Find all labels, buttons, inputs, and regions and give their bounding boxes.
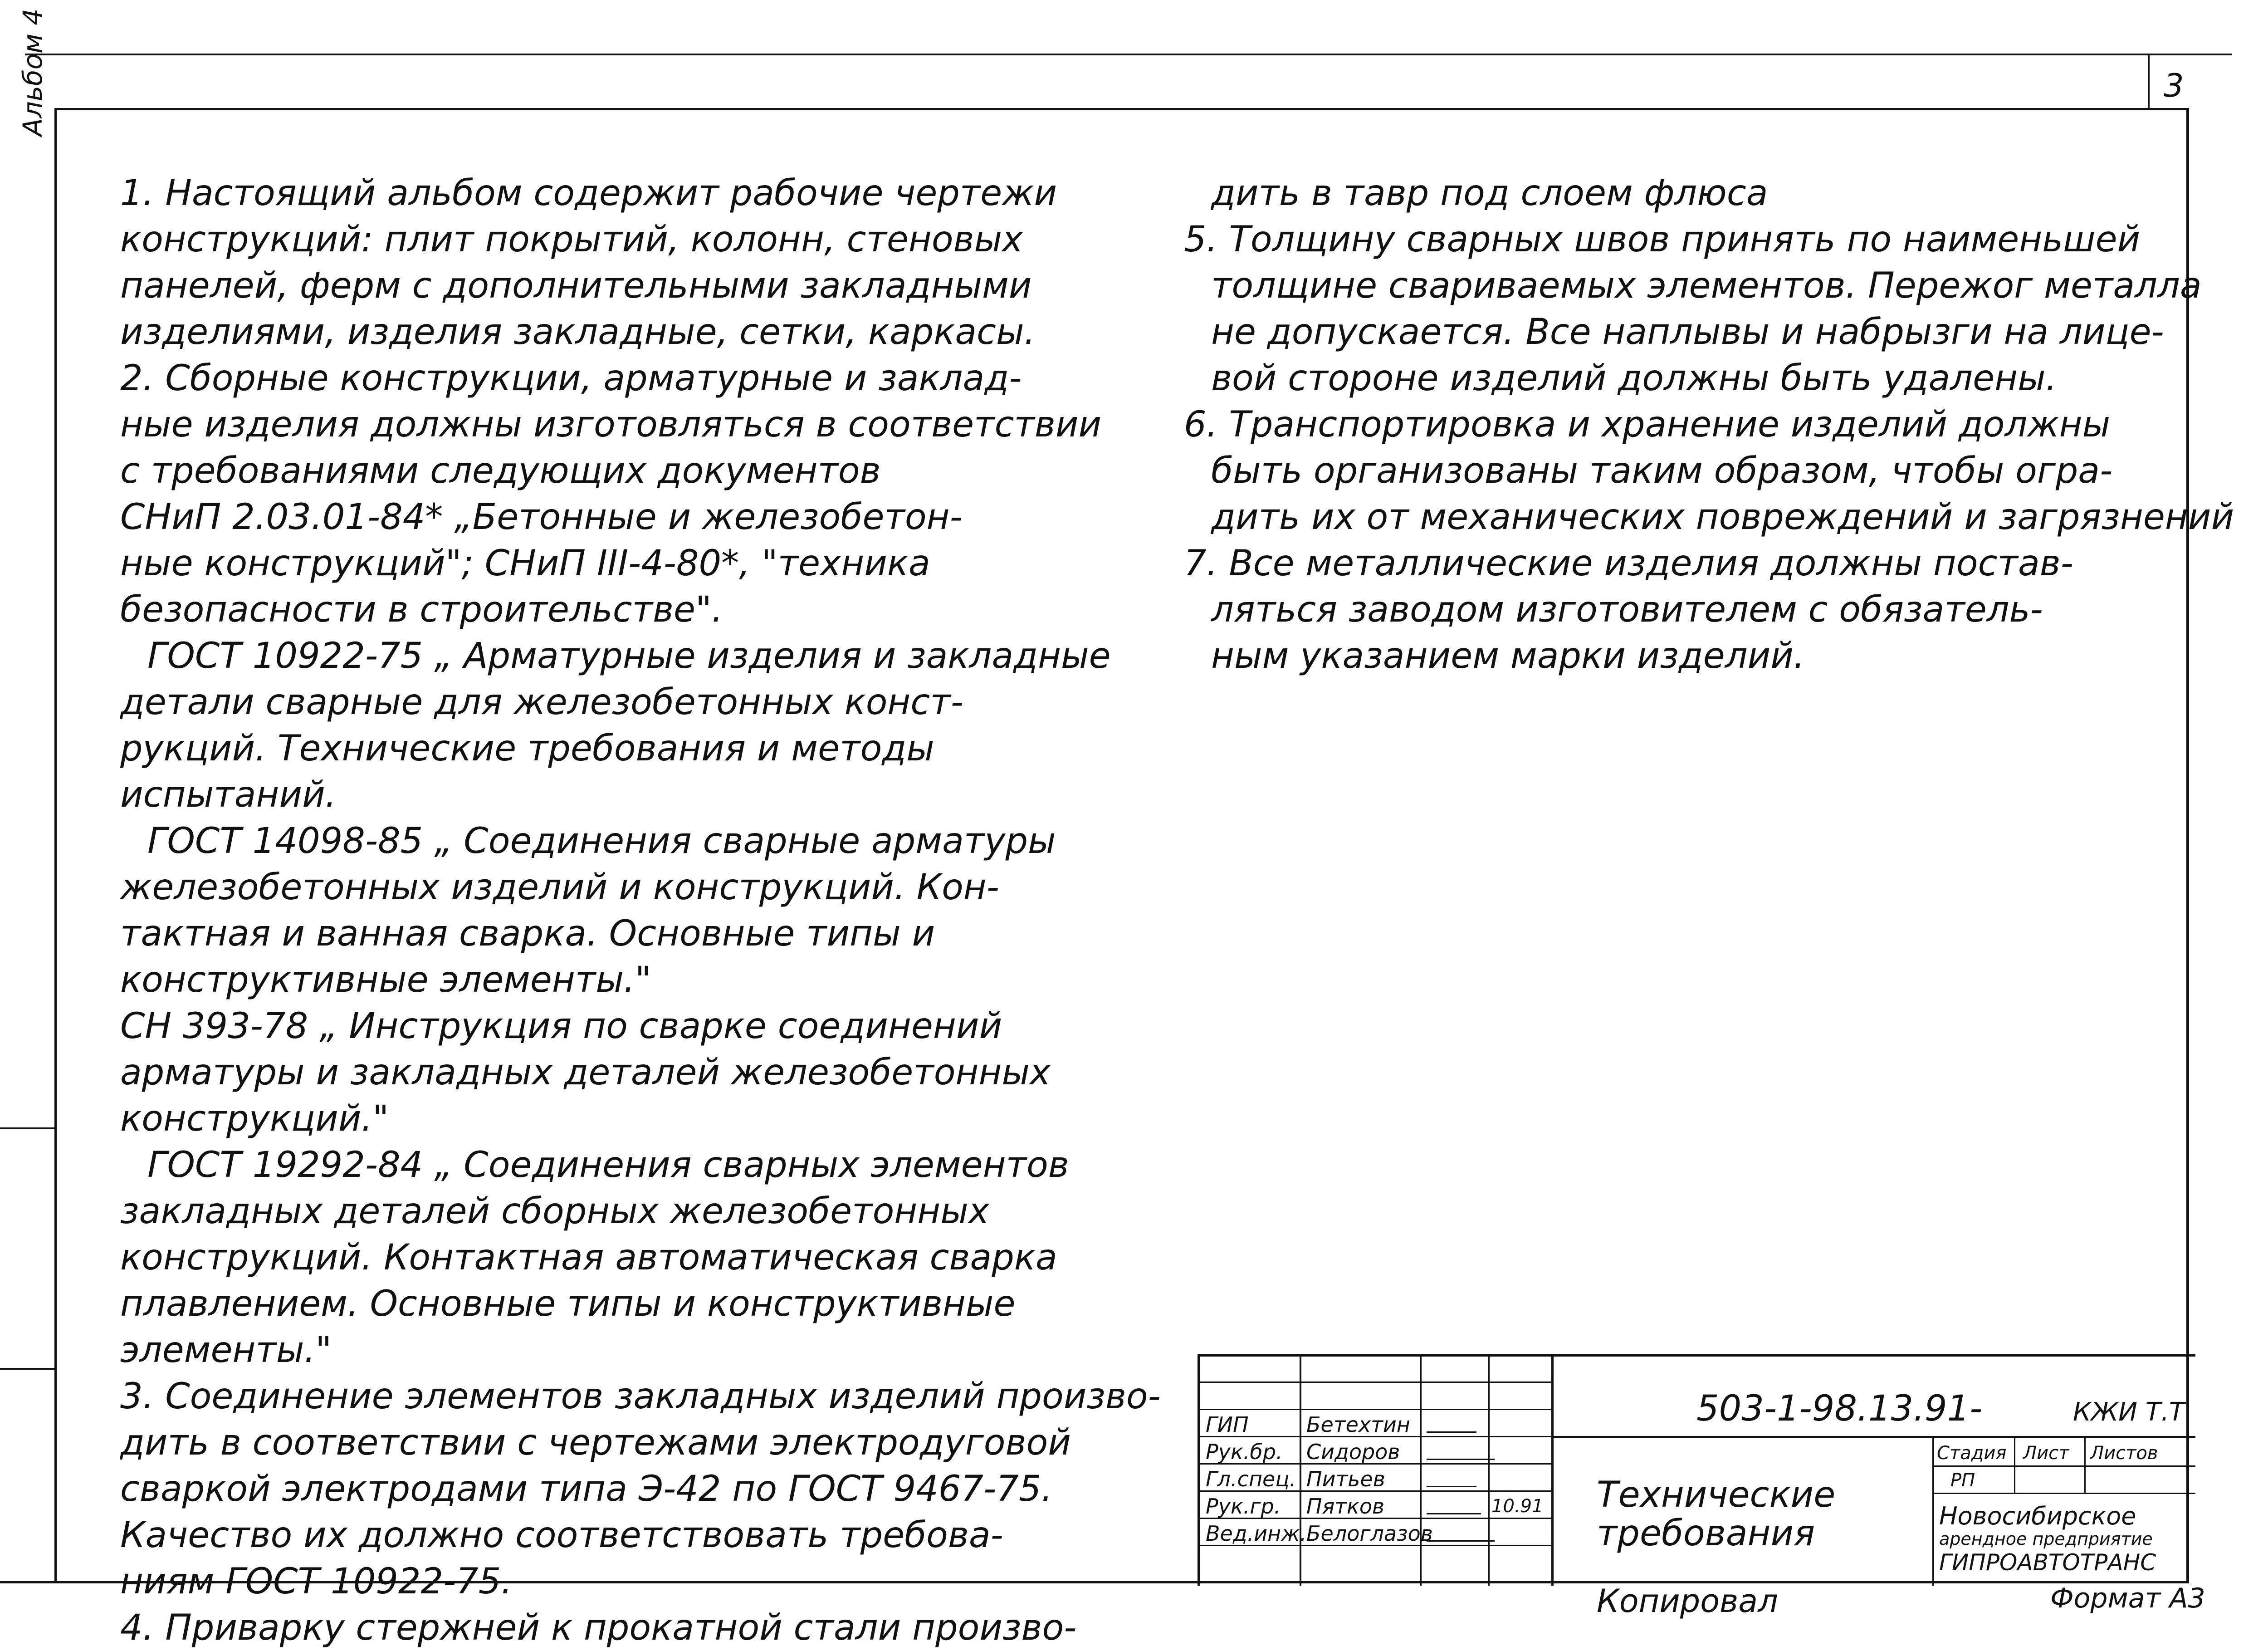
text-line: 2. Сборные конструкции, арматурные и заклад- [120, 358, 1022, 399]
sheet-number: 3 [2164, 67, 2184, 104]
text-line: быть организованы таким образом, чтобы огра- [1211, 451, 2113, 491]
sheet-title-line-2: требования [1597, 1513, 1815, 1554]
sheets-label: Листов [2090, 1443, 2158, 1464]
left-text-column [120, 170, 1161, 1651]
title-block-left-line [1198, 1354, 1200, 1586]
signature-mark [1427, 1509, 1481, 1514]
text-line: панелей, ферм с дополнительными закладными [120, 265, 1032, 306]
role-ruk-gr: Рук.гр. [1206, 1494, 1281, 1519]
signature-mark [1427, 1427, 1476, 1433]
text-line: ниям ГОСТ 10922-75. [120, 1561, 513, 1602]
stage-header-line [1932, 1465, 2195, 1467]
role-gl-spec: Гл.спец. [1206, 1467, 1296, 1491]
text-line: ные конструкций"; СНиП III-4-80*, "техника [120, 543, 930, 584]
title-block [1198, 1354, 2195, 1586]
copied-by-label: Копировал [1597, 1582, 1778, 1620]
role-gip: ГИП [1206, 1412, 1249, 1437]
frame-left-border [54, 108, 57, 1582]
text-line: конструкций: плит покрытий, колонн, стеновых [120, 219, 1023, 260]
organisation-line-1: Новосибирское [1939, 1502, 2136, 1530]
sheet-title-line-1: Технические [1597, 1475, 1836, 1515]
organisation-line-2: арендное предприятие [1939, 1529, 2153, 1549]
organisation-line-3: ГИПРОАВТОТРАНС [1939, 1549, 2156, 1576]
text-line: сваркой электродами типа Э-42 по ГОСТ 9467-75. [120, 1469, 1053, 1509]
text-line: дить их от механических повреждений и загрязнений [1211, 497, 2234, 538]
sheet-label: Лист [2023, 1443, 2069, 1464]
text-line: 6. Транспортировка и хранение изделий должны [1184, 404, 2111, 445]
text-line: изделиями, изделия закладные, сетки, каркасы. [120, 312, 1036, 353]
grid-vline [1488, 1354, 1490, 1586]
text-line: железобетонных изделий и конструкций. Кон- [120, 867, 999, 908]
name-ruk-gr: Пятков [1306, 1494, 1385, 1519]
text-line: тактная и ванная сварка. Основные типы и [120, 913, 935, 954]
book-code: КЖИ Т.Т [2073, 1397, 2185, 1427]
text-line: закладных деталей сборных железобетонных [120, 1191, 990, 1232]
name-gip: Бетехтин [1306, 1412, 1410, 1437]
frame-top-border [54, 108, 2189, 110]
text-line: испытаний. [120, 774, 337, 815]
sheet-number-box-left [2148, 54, 2150, 108]
stage-value-line [1932, 1493, 2195, 1494]
code-row-bottom-line [1551, 1436, 2195, 1438]
text-line: толщине свариваемых элементов. Пережог металла [1211, 265, 2202, 306]
role-ved-inzh: Вед.инж. [1206, 1521, 1307, 1546]
stage-split-1 [2014, 1436, 2015, 1493]
text-line: 1. Настоящий альбом содержит рабочие чертежи [120, 173, 1057, 214]
text-line: ные изделия должны изготовляться в соответствии [120, 404, 1102, 445]
grid-hline [1198, 1382, 1551, 1383]
name-ved-inzh: Белоглазов [1306, 1521, 1433, 1546]
text-line: 5. Толщину сварных швов принять по наименьшей [1184, 219, 2141, 260]
text-line: арматуры и закладных деталей железобетонных [120, 1052, 1051, 1093]
text-line: ГОСТ 10922-75 „ Арматурные изделия и закладные [147, 636, 1111, 676]
signature-date: 10.91 [1491, 1496, 1544, 1517]
grid-vline [1551, 1354, 1554, 1586]
text-line: конструктивные элементы." [120, 960, 651, 1000]
stage-value: РП [1950, 1470, 1975, 1491]
text-line: плавлением. Основные типы и конструктивные [120, 1284, 1016, 1324]
name-ruk-br: Сидоров [1306, 1440, 1400, 1464]
margin-tick-2 [0, 1368, 54, 1370]
text-line: детали сварные для железобетонных конст- [120, 682, 963, 723]
stage-label: Стадия [1937, 1443, 2007, 1464]
text-line: дить в соответствии с чертежами электродуговой [120, 1422, 1071, 1463]
signature-mark [1427, 1454, 1495, 1460]
stage-split-2 [2084, 1436, 2086, 1493]
text-line: 3. Соединение элементов закладных изделий произво- [120, 1376, 1161, 1417]
text-line: ГОСТ 14098-85 „ Соединения сварные арматуры [147, 821, 1056, 862]
text-line: конструкций. Контактная автоматическая сварка [120, 1237, 1057, 1278]
text-line: не допускается. Все наплывы и набрызги на лице- [1211, 312, 2164, 353]
album-label: Альбом 4 [17, 8, 48, 136]
text-line: с требованиями следующих документов [120, 451, 881, 491]
document-code: 503-1-98.13.91- [1696, 1388, 1983, 1429]
name-gl-spec: Питьев [1306, 1467, 1385, 1491]
grid-vline [1300, 1354, 1301, 1586]
grid-vline [1420, 1354, 1422, 1586]
role-ruk-br: Рук.бр. [1206, 1440, 1283, 1464]
right-text-column [1184, 170, 2234, 679]
text-line: СН 393-78 „ Инструкция по сварке соединений [120, 1006, 1002, 1047]
text-line: ляться заводом изготовителем с обязатель- [1211, 589, 2043, 630]
text-line: безопасности в строительстве". [120, 589, 723, 630]
text-line: элементы." [120, 1330, 332, 1371]
grid-hline [1198, 1409, 1551, 1410]
text-line: СНиП 2.03.01-84* „Бетонные и железобетон- [120, 497, 963, 538]
format-label: Формат А3 [2050, 1582, 2205, 1614]
signature-mark [1427, 1481, 1476, 1487]
text-line: 4. Приварку стержней к прокатной стали произво- [120, 1607, 1077, 1648]
stage-column-left-line [1932, 1436, 1934, 1586]
text-line: дить в тавр под слоем флюса [1211, 173, 1768, 214]
signature-mark [1427, 1536, 1495, 1542]
text-line: вой стороне изделий должны быть удалены. [1211, 358, 2057, 399]
text-line: 7. Все металлические изделия должны постав- [1184, 543, 2073, 584]
text-line: ным указанием марки изделий. [1211, 636, 1805, 676]
title-block-top-line [1198, 1354, 2195, 1357]
text-line: рукций. Технические требования и методы [120, 728, 934, 769]
margin-tick-1 [0, 1127, 54, 1129]
top-trim-line [25, 54, 2232, 55]
text-line: конструкций." [120, 1098, 389, 1139]
text-line: Качество их должно соответствовать требова- [120, 1515, 1003, 1556]
text-line: ГОСТ 19292-84 „ Соединения сварных элементов [147, 1145, 1069, 1186]
